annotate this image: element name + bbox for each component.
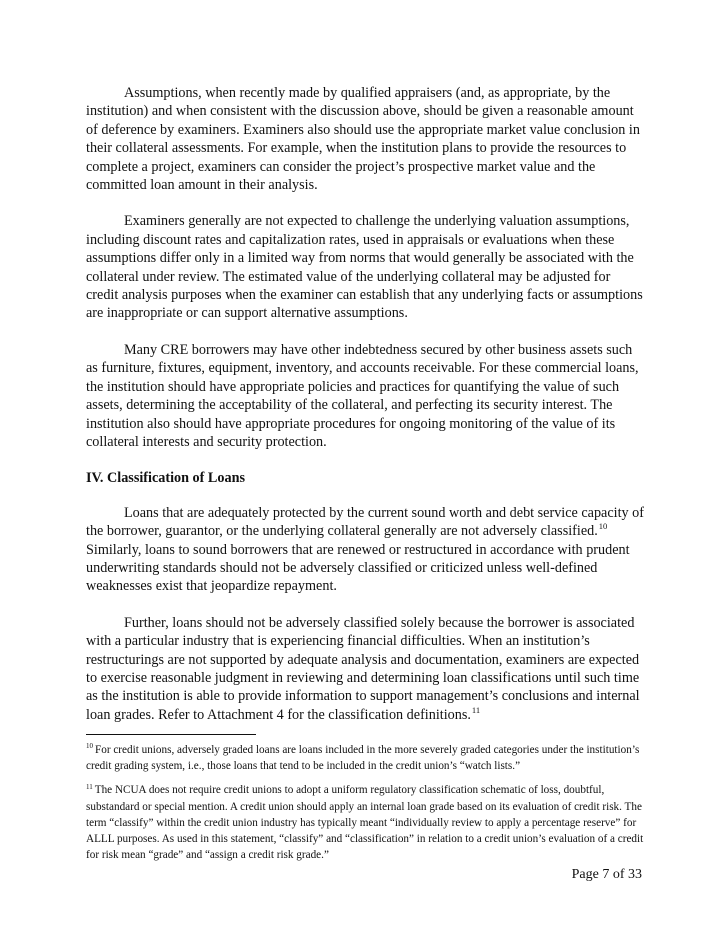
footnote-number: 10 [86,742,93,751]
document-body [86,84,646,742]
footnote-number: 11 [86,782,93,791]
footnote-11 [86,782,648,863]
footnote-ref-10[interactable]: 10 [598,521,608,532]
footnote-text: For credit unions, adversely graded loans are loans included in the more severely graded categories under the institution’s credit grading system, i.e., those loans that tend to be included in the credit union’s “watch lists.” [86,744,640,773]
paragraph-valuation-assumptions: Examiners generally are not expected to challenge the underlying valuation assumptions, including discount rates and capitalization rates, used in appraisals or evaluations when these assumptions differ only in a limited way from norms that would generally be associated with the collateral under review. The estimated value of the underlying collateral may be adjusted for credit analysis purposes when the examiner can establish that any underlying facts or assumptions are inappropriate or can support alternative assumptions. [86,213,643,322]
paragraph-other-indebtedness: Many CRE borrowers may have other indebtedness secured by other business assets such as furniture, fixtures, equipment, inventory, and accounts receivable. For these commercial loans, the institution should have appropriate policies and practices for quantifying the value of such assets, determining the acceptability of the collateral, and perfecting its security interest. The institution also should have appropriate procedures for ongoing monitoring of the value of its collateral interests and security protection. [86,341,639,450]
section-heading: IV. Classification of Loans [86,470,245,487]
paragraph-classification-text: Loans that are adequately protected by the current sound worth and debt service capacity of the borrower, guarantor, or the underlying collateral generally are not adversely classified. [86,504,644,540]
paragraph-classification [86,504,646,596]
footnote-ref-11[interactable]: 11 [471,705,481,716]
paragraph-assumptions: Assumptions, when recently made by qualified appraisers (and, as appropriate, by the institution) and when consistent with the discussion above, should be given a reasonable amount of deference by examiners. Examiners also should use the appropriate market value conclusion in their collateral assessments. For example, when the institution plans to provide the resources to complete a project, examiners can consider the project’s prospective market value and the committed loan amount in their analysis. [86,85,640,194]
paragraph-industry-difficulties-text: Further, loans should not be adversely classified solely because the borrower is associated with a particular industry that is experiencing financial difficulties. When an institution’s restructurings are not supported by adequate analysis and documentation, examiners are expected to exercise reasonable judgment in reviewing and determining loan classifications until such time as the institution is able to provide information to support management’s conclusions and internal loan grades. Refer to Attachment 4 for the classification definitions. [86,614,640,723]
paragraph-classification-continued: Similarly, loans to sound borrowers that are renewed or restructured in accordance with prudent underwriting standards should not be adversely classified or criticized unless well-defined weaknesses exist that jeopardize repayment. [86,541,630,595]
paragraph-industry-difficulties [86,614,646,724]
footnote-10 [86,742,648,774]
footnote-text: The NCUA does not require credit unions to adopt a uniform regulatory classification schematic of loss, doubtful, substandard or special mention. A credit union should apply an internal loan grade based on its evaluation of credit risk. The term “classify” within the credit union industry has typically meant “individually review to apply a percentage reserve” for ALLL purposes. As used in this statement, “classify” and “classification” in relation to a credit union’s evaluation of a credit for risk mean “grade” and “assign a credit risk grade.” [86,784,644,862]
footnotes [86,742,648,871]
footnote-divider [86,734,256,735]
page-number: Page 7 of 33 [571,867,642,882]
